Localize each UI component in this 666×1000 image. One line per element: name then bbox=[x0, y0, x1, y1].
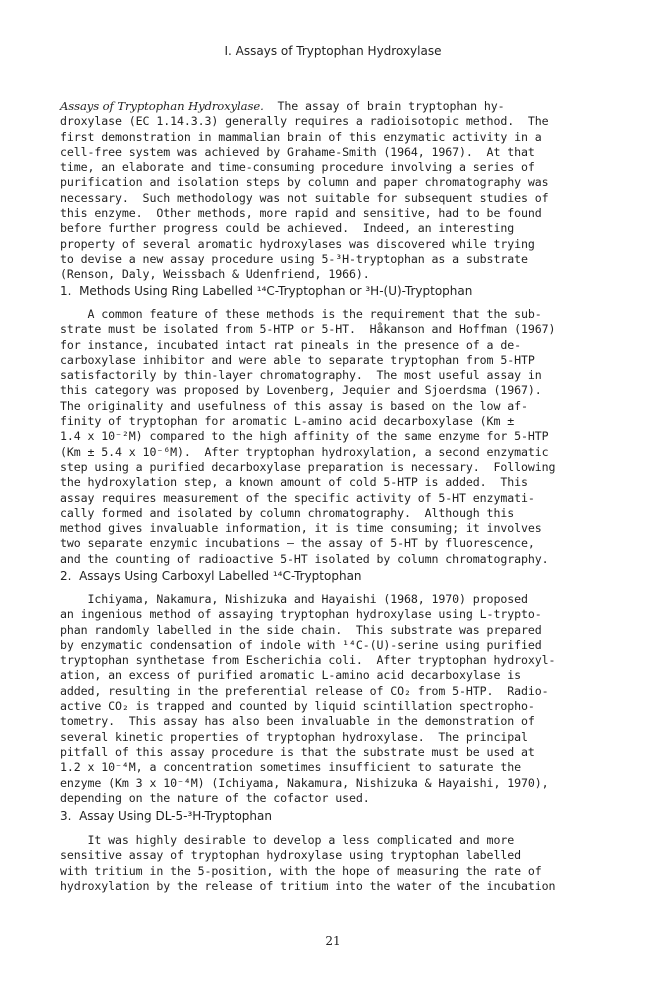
section-2-line: tryptophan synthetase from Escherichia coli. After tryptophan hydroxyl- bbox=[60, 653, 556, 668]
intro-line: to devise a new assay procedure using 5-³H-tryptophan as a substrate bbox=[60, 251, 528, 266]
section-2-line: an ingenious method of assaying tryptophan hydroxylase using L-trypto- bbox=[60, 607, 542, 622]
intro-line: before further progress could be achieved. Indeed, an interesting bbox=[60, 221, 515, 236]
intro-line: this enzyme. Other methods, more rapid and sensitive, had to be found bbox=[60, 206, 542, 221]
section-2-line: ation, an excess of purified aromatic L-amino acid decarboxylase is bbox=[60, 668, 521, 683]
intro-lead-italic: Assays of Tryptophan Hydroxylase. bbox=[60, 99, 264, 113]
section-3-line: sensitive assay of tryptophan hydroxylase using tryptophan labelled bbox=[60, 848, 521, 863]
section-1-line: 1.4 x 10⁻²M) compared to the high affinity of the same enzyme for 5-HTP bbox=[60, 429, 549, 444]
section-2-paragraph bbox=[60, 592, 620, 806]
section-3-title: 3. Assay Using DL-5-³H-Tryptophan bbox=[60, 809, 272, 823]
intro-paragraph bbox=[60, 99, 620, 283]
section-1-line: strate must be isolated from 5-HTP or 5-HT. Håkanson and Hoffman (1967) bbox=[60, 322, 556, 337]
section-3-line: hydroxylation by the release of tritium into the water of the incubation bbox=[60, 878, 556, 893]
section-2-line: Ichiyama, Nakamura, Nishizuka and Hayaishi (1968, 1970) proposed bbox=[60, 592, 528, 606]
section-1-line: finity of tryptophan for aromatic L-amino acid decarboxylase (Km ± bbox=[60, 414, 515, 429]
section-2-line: 1.2 x 10⁻⁴M, a concentration sometimes insufficient to saturate the bbox=[60, 760, 521, 775]
section-1-line: the hydroxylation step, a known amount of cold 5-HTP is added. This bbox=[60, 475, 528, 490]
section-2-line: several kinetic properties of tryptophan hydroxylase. The principal bbox=[60, 729, 528, 744]
section-2-line: enzyme (Km 3 x 10⁻⁴M) (Ichiyama, Nakamura, Nishizuka & Hayaishi, 1970), bbox=[60, 775, 549, 790]
section-2-line: tometry. This assay has also been invaluable in the demonstration of bbox=[60, 714, 535, 729]
section-2-title: 2. Assays Using Carboxyl Labelled ¹⁴C-Tryptophan bbox=[60, 569, 362, 583]
section-3-paragraph bbox=[60, 833, 620, 894]
section-3-line: with tritium in the 5-position, with the hope of measuring the rate of bbox=[60, 863, 542, 878]
intro-line: time, an elaborate and time-consuming procedure involving a series of bbox=[60, 160, 535, 175]
section-2-line: added, resulting in the preferential release of CO₂ from 5-HTP. Radio- bbox=[60, 683, 549, 698]
section-heading: I. Assays of Tryptophan Hydroxylase bbox=[224, 44, 442, 58]
intro-first-line bbox=[60, 99, 620, 114]
section-1-line: for instance, incubated intact rat pineals in the presence of a de- bbox=[60, 337, 521, 352]
section-1-line: two separate enzymic incubations — the assay of 5-HT by fluorescence, bbox=[60, 536, 535, 551]
intro-line: property of several aromatic hydroxylases was discovered while trying bbox=[60, 236, 535, 251]
section-1-line: (Km ± 5.4 x 10⁻⁶M). After tryptophan hydroxylation, a second enzymatic bbox=[60, 444, 549, 459]
intro-line: first demonstration in mammalian brain of this enzymatic activity in a bbox=[60, 129, 542, 144]
intro-line: cell-free system was achieved by Grahame-Smith (1964, 1967). At that bbox=[60, 144, 535, 159]
section-1-line: A common feature of these methods is the requirement that the sub- bbox=[60, 307, 542, 321]
section-2-line: phan randomly labelled in the side chain. This substrate was prepared bbox=[60, 622, 542, 637]
intro-line: droxylase (EC 1.14.3.3) generally requires a radioisotopic method. The bbox=[60, 114, 549, 129]
section-2-line: depending on the nature of the cofactor used. bbox=[60, 790, 370, 805]
section-1-line: cally formed and isolated by column chromatography. Although this bbox=[60, 505, 515, 520]
section-1-line: assay requires measurement of the specific activity of 5-HT enzymati- bbox=[60, 490, 535, 505]
section-1-line: step using a purified decarboxylase preparation is necessary. Following bbox=[60, 459, 556, 474]
section-1-line: this category was proposed by Lovenberg, Jequier and Sjoerdsma (1967). bbox=[60, 383, 542, 398]
section-1-line: The originality and usefulness of this assay is based on the low af- bbox=[60, 398, 528, 413]
intro-line: necessary. Such methodology was not suitable for subsequent studies of bbox=[60, 190, 549, 205]
intro-line: purification and isolation steps by column and paper chromatography was bbox=[60, 175, 549, 190]
section-1-line: method gives invaluable information, it is time consuming; it involves bbox=[60, 521, 542, 536]
intro-line: (Renson, Daly, Weissbach & Udenfriend, 1966). bbox=[60, 267, 370, 282]
section-1-paragraph bbox=[60, 307, 620, 567]
section-2-line: active CO₂ is trapped and counted by liquid scintillation spectropho- bbox=[60, 699, 535, 714]
section-2-line: by enzymatic condensation of indole with ¹⁴C-(U)-serine using purified bbox=[60, 637, 542, 652]
section-1-title: 1. Methods Using Ring Labelled ¹⁴C-Tryptophan or ³H-(U)-Tryptophan bbox=[60, 284, 473, 298]
page-number: 21 bbox=[325, 934, 341, 948]
section-1-line: satisfactorily by thin-layer chromatography. The most useful assay in bbox=[60, 368, 542, 383]
intro-line: The assay of brain tryptophan hy- bbox=[263, 99, 505, 113]
section-1-line: and the counting of radioactive 5-HT isolated by column chromatography. bbox=[60, 551, 549, 566]
section-1-line: carboxylase inhibitor and were able to separate tryptophan from 5-HTP bbox=[60, 352, 535, 367]
section-3-line: It was highly desirable to develop a less complicated and more bbox=[60, 833, 515, 847]
section-2-line: pitfall of this assay procedure is that the substrate must be used at bbox=[60, 744, 535, 759]
